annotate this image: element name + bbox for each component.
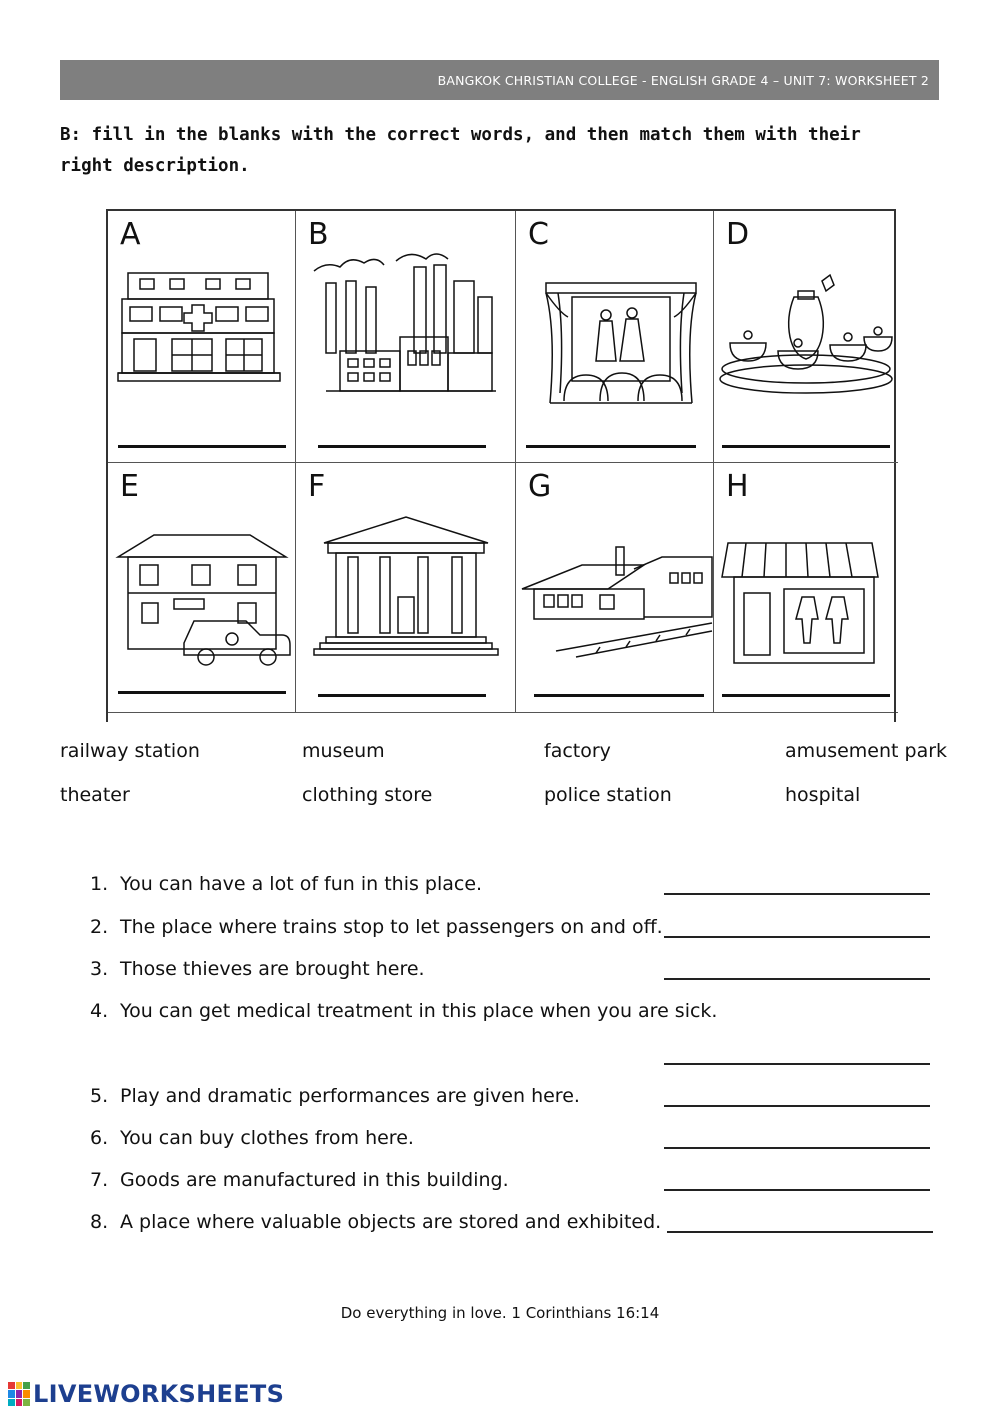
word-bank-item: theater: [60, 784, 130, 806]
picture-letter: E: [120, 469, 139, 504]
picture-cell-f: [296, 463, 516, 713]
instructions: B: fill in the blanks with the correct words, and then match them with their right description.: [60, 125, 861, 176]
answer-blank-c[interactable]: [526, 445, 696, 448]
question-number: 8.: [90, 1211, 109, 1233]
question-text: Play and dramatic performances are given here.: [120, 1085, 580, 1107]
answer-blank-a[interactable]: [118, 445, 286, 448]
question-text: You can buy clothes from here.: [120, 1127, 414, 1149]
header-text: BANGKOK CHRISTIAN COLLEGE - ENGLISH GRADE 4 – UNIT 7: WORKSHEET 2: [437, 72, 929, 88]
picture-cell-b: [296, 211, 516, 463]
answer-line-3[interactable]: [664, 978, 930, 980]
word-bank-item: railway station: [60, 740, 200, 762]
question-text: You can get medical treatment in this place when you are sick.: [120, 1000, 718, 1022]
answer-line-7[interactable]: [664, 1189, 930, 1191]
word-bank-item: amusement park: [785, 740, 948, 762]
word-bank-item: clothing store: [302, 784, 433, 806]
question-number: 1.: [90, 873, 109, 895]
question-number: 6.: [90, 1127, 109, 1149]
question-text: You can have a lot of fun in this place.: [120, 873, 483, 895]
picture-letter: D: [726, 217, 750, 252]
theater-stage-icon: [516, 241, 714, 411]
picture-cell-e: [108, 463, 296, 713]
grid-bottom-edge: [106, 712, 896, 722]
question-text: The place where trains stop to let passengers on and off.: [120, 916, 663, 938]
question-item: [90, 1085, 580, 1107]
picture-letter: C: [528, 217, 549, 252]
answer-line-5[interactable]: [664, 1105, 930, 1107]
question-text: Those thieves are brought here.: [120, 958, 425, 980]
hospital-building-icon: [108, 241, 296, 411]
police-station-icon: [108, 493, 296, 673]
question-number: 5.: [90, 1085, 109, 1107]
liveworksheets-logo: [8, 1380, 284, 1408]
question-text: Goods are manufactured in this building.: [120, 1169, 509, 1191]
question-item: [90, 1000, 717, 1022]
brand-name: LIVEWORKSHEETS: [33, 1380, 285, 1408]
picture-letter: F: [308, 469, 326, 504]
answer-line-4[interactable]: [664, 1063, 930, 1065]
picture-grid: [106, 209, 896, 714]
question-item: [90, 958, 425, 980]
question-item: [90, 916, 663, 938]
question-item: [90, 1169, 509, 1191]
question-item: [90, 1127, 414, 1149]
word-bank-item: factory: [544, 740, 611, 762]
answer-blank-h[interactable]: [722, 694, 890, 697]
worksheet-header: [60, 60, 939, 100]
question-number: 4.: [90, 1000, 109, 1022]
answer-blank-g[interactable]: [534, 694, 704, 697]
answer-blank-f[interactable]: [318, 694, 486, 697]
answer-line-2[interactable]: [664, 936, 930, 938]
liveworksheets-logo-icon: [8, 1382, 30, 1406]
question-item: [90, 873, 482, 895]
picture-cell-h: [714, 463, 898, 713]
picture-cell-d: [714, 211, 898, 463]
answer-line-6[interactable]: [664, 1147, 930, 1149]
word-bank-item: museum: [302, 740, 385, 762]
question-number: 7.: [90, 1169, 109, 1191]
picture-letter: H: [726, 469, 749, 504]
answer-blank-e[interactable]: [118, 691, 286, 694]
word-bank-item: hospital: [785, 784, 861, 806]
answer-blank-d[interactable]: [722, 445, 890, 448]
picture-letter: G: [528, 469, 552, 504]
picture-cell-c: [516, 211, 714, 463]
factory-icon: [296, 241, 516, 411]
railway-station-icon: [516, 493, 714, 673]
question-item: [90, 1211, 661, 1233]
teacup-ride-icon: [714, 241, 898, 411]
picture-letter: B: [308, 217, 329, 252]
word-bank-item: police station: [544, 784, 672, 806]
footer-verse: Do everything in love. 1 Corinthians 16:14: [340, 1304, 660, 1322]
picture-letter: A: [120, 217, 141, 252]
question-text: A place where valuable objects are stored and exhibited.: [120, 1211, 662, 1233]
question-number: 2.: [90, 916, 109, 938]
answer-blank-b[interactable]: [318, 445, 486, 448]
museum-columns-icon: [296, 493, 516, 673]
clothing-store-icon: [714, 493, 898, 673]
answer-line-1[interactable]: [664, 893, 930, 895]
picture-cell-a: [108, 211, 296, 463]
question-number: 3.: [90, 958, 109, 980]
picture-cell-g: [516, 463, 714, 713]
answer-line-8[interactable]: [667, 1231, 933, 1233]
